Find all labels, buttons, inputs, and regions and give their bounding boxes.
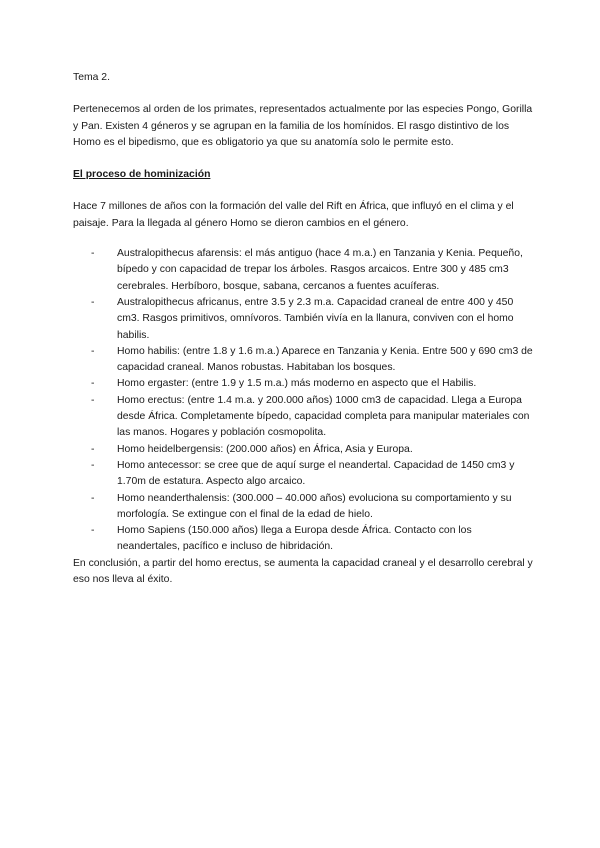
section-heading: El proceso de hominización	[73, 169, 211, 181]
spacer	[73, 183, 533, 199]
list-item	[73, 376, 533, 392]
list-item	[73, 442, 533, 458]
bullet-dash: -	[91, 525, 95, 537]
list-item-text: Homo heidelbergensis: (200.000 años) en África, Asia y Europa.	[117, 443, 413, 455]
list-item	[73, 393, 533, 442]
species-list	[73, 246, 533, 556]
document-page	[73, 70, 533, 588]
spacer	[73, 86, 533, 102]
bullet-dash: -	[91, 345, 95, 357]
document-title: Tema 2.	[73, 72, 110, 83]
list-item-text: Homo antecessor: se cree que de aquí surge el neandertal. Capacidad de 1450 cm3 y 1.70m de estatura. Aspecto algo arcaico.	[117, 459, 515, 488]
spacer	[73, 232, 533, 246]
bullet-dash: -	[91, 296, 95, 308]
list-item-text: Homo erectus: (entre 1.4 m.a. y 200.000 años) 1000 cm3 de capacidad. Llega a Europa desde África. Completamente bípedo, capacidad completa para manipular materiales con las manos. Hogares y población cosmopolita.	[117, 394, 530, 439]
list-item-text: Homo habilis: (entre 1.8 y 1.6 m.a.) Aparece en Tanzania y Kenia. Entre 500 y 690 cm3 de capacidad craneal. Manos robustas. Habitaban los bosques.	[117, 345, 533, 374]
list-item-text: Australopithecus afarensis: el más antiguo (hace 4 m.a.) en Tanzania y Kenia. Pequeño, bípedo y con capacidad de trepar los árboles. Rasgos arcaicos. Entre 300 y 485 cm3 cerebrales. Herbíboro, bosque, sabana, cercanos a fuentes acuíferas.	[117, 248, 523, 292]
bullet-dash: -	[91, 394, 95, 406]
list-item-text: Homo Sapiens (150.000 años) llega a Europa desde África. Contacto con los neandertales, pacífico e incluso de hibridación.	[117, 525, 472, 553]
section-intro-paragraph: Hace 7 millones de años con la formación del valle del Rift en África, que influyó en el clima y el paisaje. Para la llegada al género Homo se dieron cambios en el género.	[73, 201, 514, 229]
conclusion-paragraph: En conclusión, a partir del homo erectus, se aumenta la capacidad craneal y el desarrollo cerebral y eso nos lleva al éxito.	[73, 557, 533, 586]
list-item	[73, 295, 533, 344]
bullet-dash: -	[91, 492, 95, 504]
list-item-text: Homo ergaster: (entre 1.9 y 1.5 m.a.) más moderno en aspecto que el Habilis.	[117, 378, 477, 390]
bullet-dash: -	[91, 378, 95, 390]
list-item	[73, 344, 533, 377]
list-item	[73, 458, 533, 491]
list-item-text: Australopithecus africanus, entre 3.5 y 2.3 m.a. Capacidad craneal de entre 400 y 450 cm3. Rasgos primitivos, omnívoros. También vivía en la llanura, conviven con el homo habilis.	[117, 296, 514, 341]
list-item	[73, 491, 533, 524]
bullet-dash: -	[91, 248, 95, 260]
list-item-text: Homo neanderthalensis: (300.000 – 40.000 años) evoluciona su comportamiento y su morfología. Se extingue con el final de la edad de hielo.	[117, 492, 512, 520]
bullet-dash: -	[91, 459, 95, 471]
list-item	[73, 246, 533, 295]
intro-paragraph: Pertenecemos al orden de los primates, representados actualmente por las especies Pongo, Gorilla y Pan. Existen 4 géneros y se agrupan en la familia de los homínidos. El rasgo distintivo de los Homo es el bipedismo, que es obligatorio ya que su anatomía solo le permite esto.	[73, 104, 533, 148]
bullet-dash: -	[91, 443, 95, 455]
spacer	[73, 151, 533, 167]
list-item	[73, 523, 533, 556]
